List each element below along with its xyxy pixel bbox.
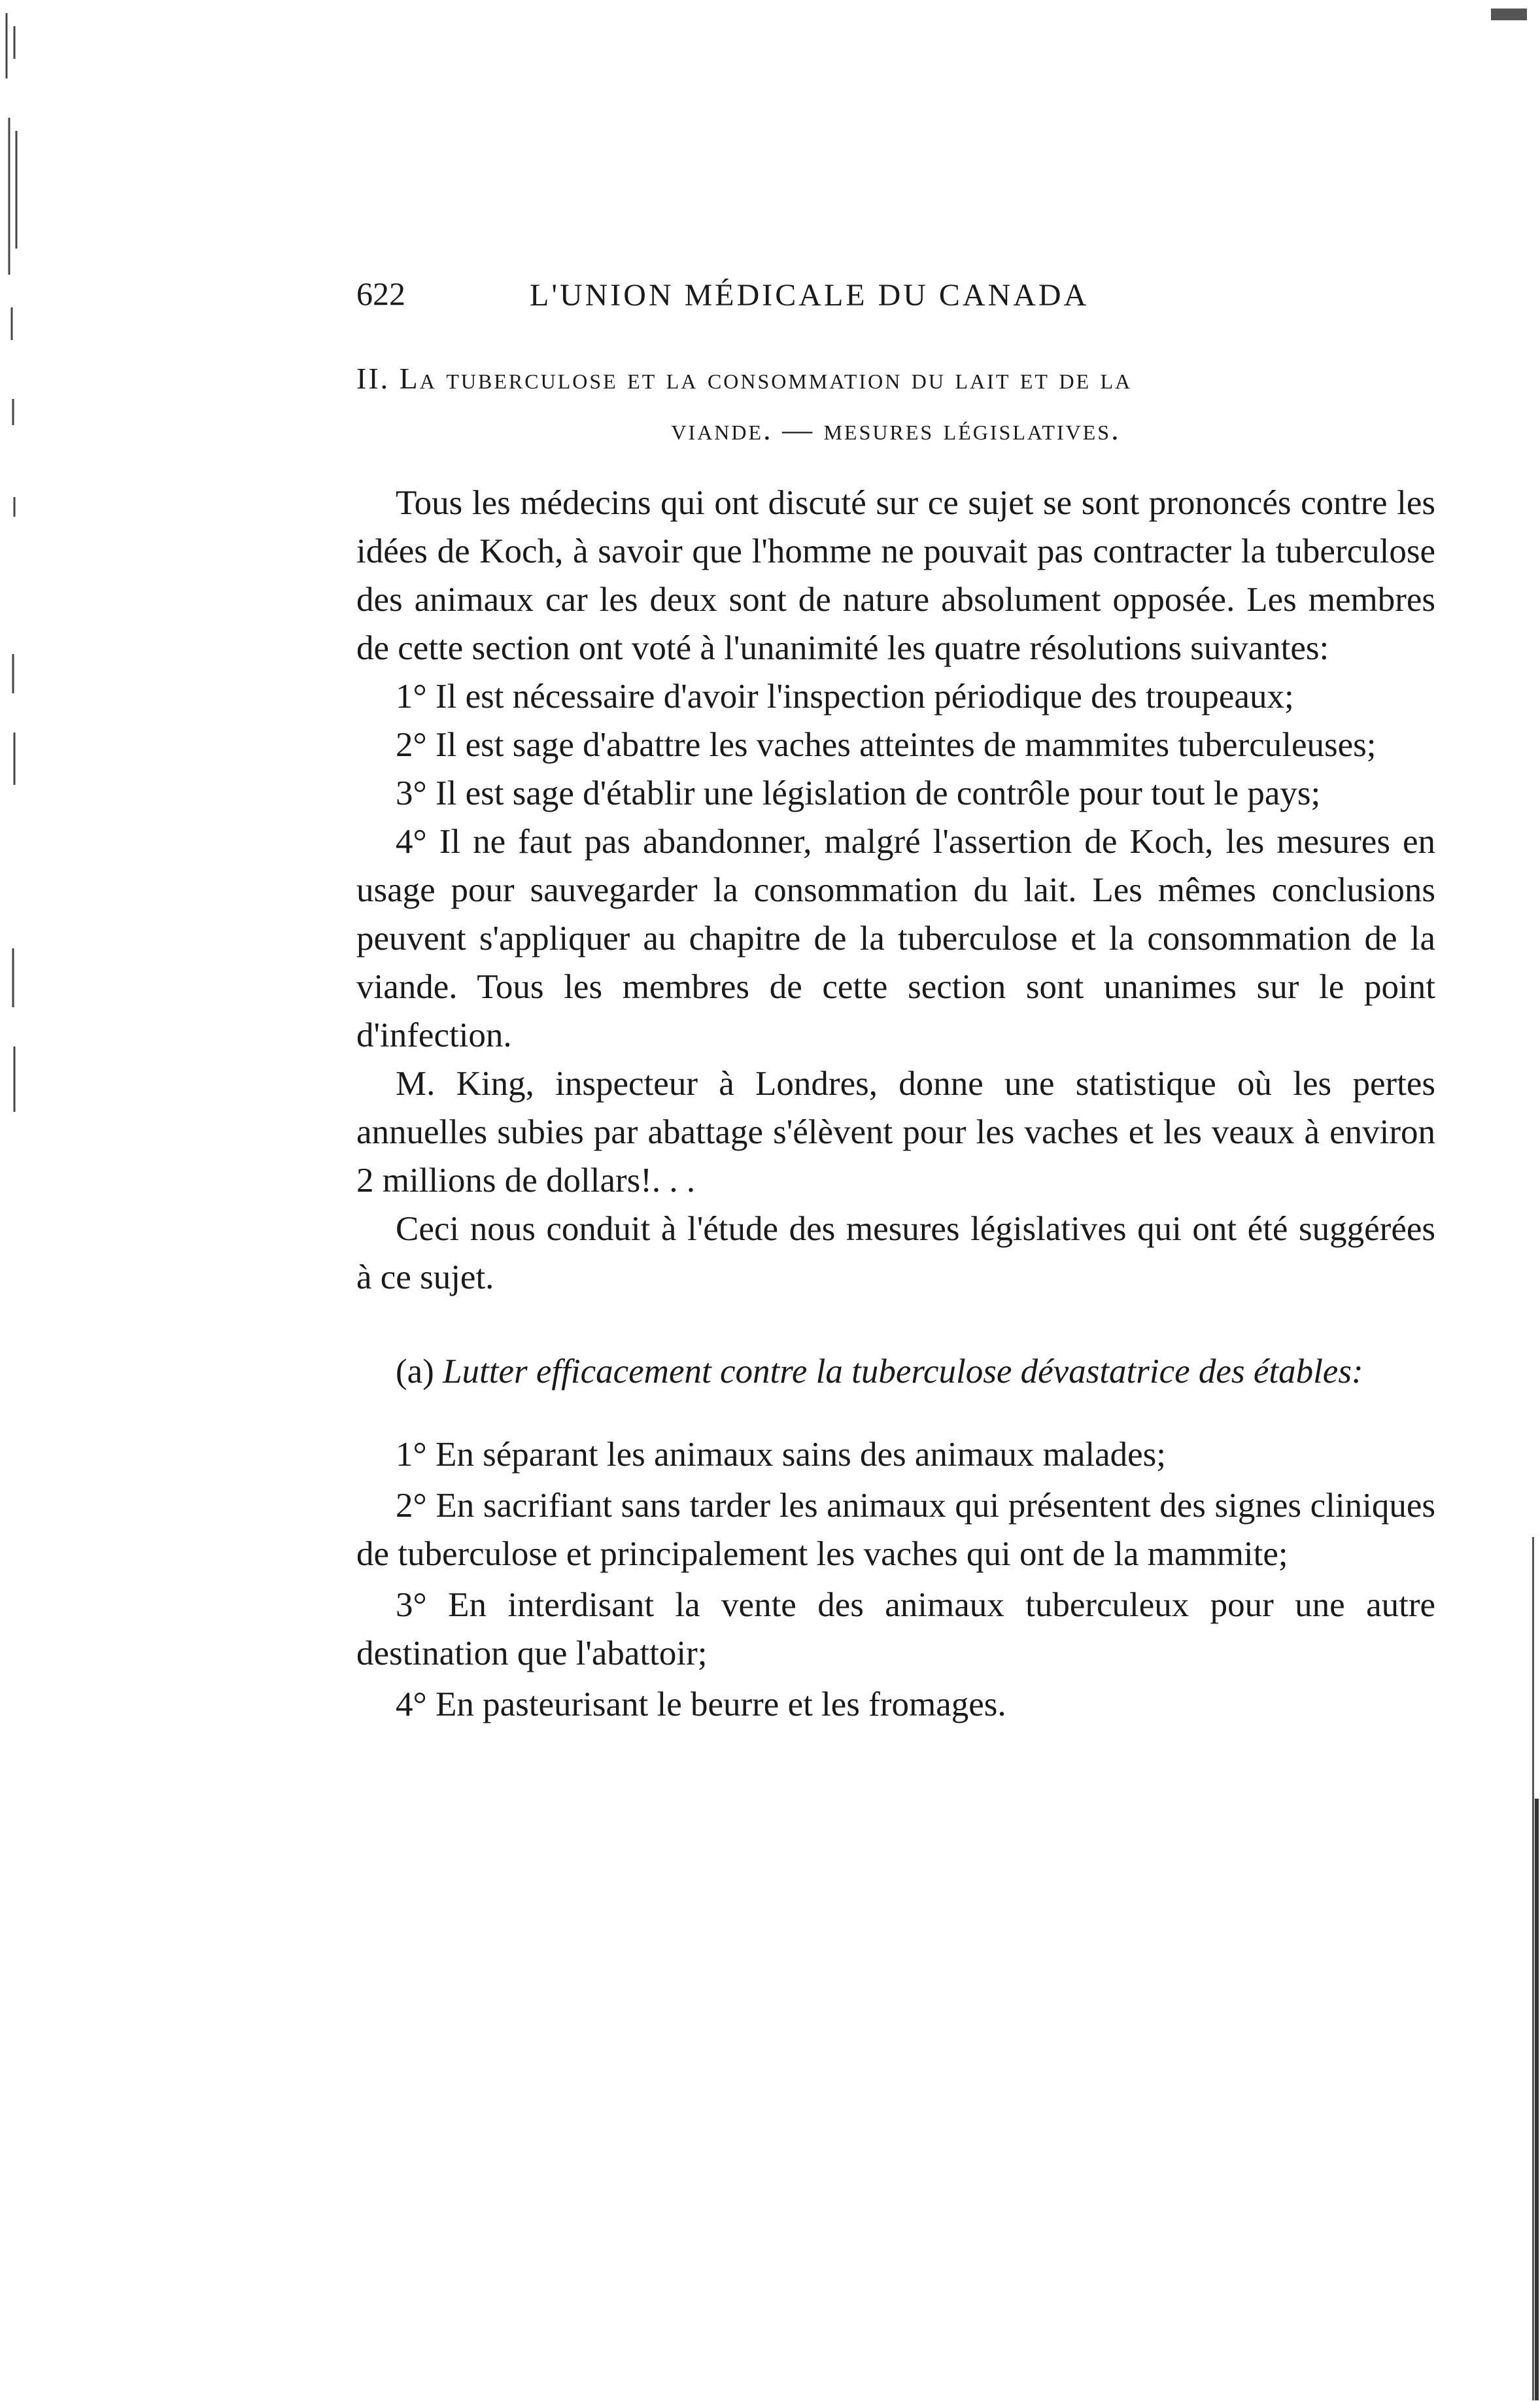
section-heading bbox=[356, 353, 1435, 455]
king-paragraph: M. King, inspecteur à Londres, donne une statistique où les pertes annuelles subies par abattage s'élèvent pour les vaches et les veaux à environ 2 millions de dollars!. . . bbox=[356, 1065, 1435, 1200]
resolution-item: 3° Il est sage d'établir une législation de contrôle pour tout le pays; bbox=[396, 774, 1321, 812]
measure-item: 1° En séparant les animaux sains des animaux malades; bbox=[396, 1436, 1167, 1474]
resolution-item: 1° Il est nécessaire d'avoir l'inspection périodique des troupeaux; bbox=[396, 678, 1294, 716]
measure-item: 2° En sacrifiant sans tarder les animaux qui présentent des signes cliniques de tuberculose et principalement les vaches qui ont de la mammite; bbox=[356, 1487, 1435, 1573]
intro-paragraph: Tous les médecins qui ont discuté sur ce sujet se sont prononcés contre les idées de Koch, à savoir que l'homme ne pouvait pas contracter la tuberculose des animaux car les deux sont de nature absolument opposée. Les membres de cette section ont voté à l'unanimité les quatre résolutions suivantes: bbox=[356, 484, 1435, 667]
running-head bbox=[356, 275, 1435, 320]
document-page bbox=[356, 275, 1435, 1731]
subheading-label: (a) bbox=[396, 1353, 434, 1391]
scan-right-edge bbox=[1528, 1537, 1540, 2400]
scan-margin-marks bbox=[0, 0, 85, 2401]
section-heading-line-1: II. La tuberculose et la consommation du lait et de la bbox=[356, 362, 1133, 395]
resolutions-list bbox=[356, 672, 1435, 1060]
resolution-item: 4° Il ne faut pas abandonner, malgré l'assertion de Koch, les mesures en usage pour sauvegarder la consommation du lait. Les mêmes conclusions peuvent s'appliquer au chapitre de la tuberculose et la consommation de la viande. Tous les membres de cette section sont unanimes sur le point d'infection. bbox=[356, 823, 1435, 1054]
journal-title: L'UNION MÉDICALE DU CANADA bbox=[530, 278, 1089, 313]
subheading bbox=[356, 1347, 1435, 1396]
section-heading-line-2: viande. — mesures législatives. bbox=[671, 413, 1121, 446]
subheading-text: Lutter efficacement contre la tuberculose dévastatrice des étables: bbox=[443, 1353, 1363, 1391]
measure-item: 4° En pasteurisant le beurre et les fromages. bbox=[396, 1685, 1006, 1723]
measure-item: 3° En interdisant la vente des animaux tuberculeux pour une autre destination que l'abattoir; bbox=[356, 1586, 1435, 1672]
resolution-item: 2° Il est sage d'abattre les vaches atteintes de mammites tuberculeuses; bbox=[396, 726, 1377, 764]
page-number: 622 bbox=[356, 275, 405, 312]
measures-list bbox=[356, 1430, 1435, 1729]
transition-paragraph: Ceci nous conduit à l'étude des mesures législatives qui ont été suggérées à ce sujet. bbox=[356, 1210, 1435, 1296]
scan-corner-mark bbox=[1488, 3, 1533, 29]
